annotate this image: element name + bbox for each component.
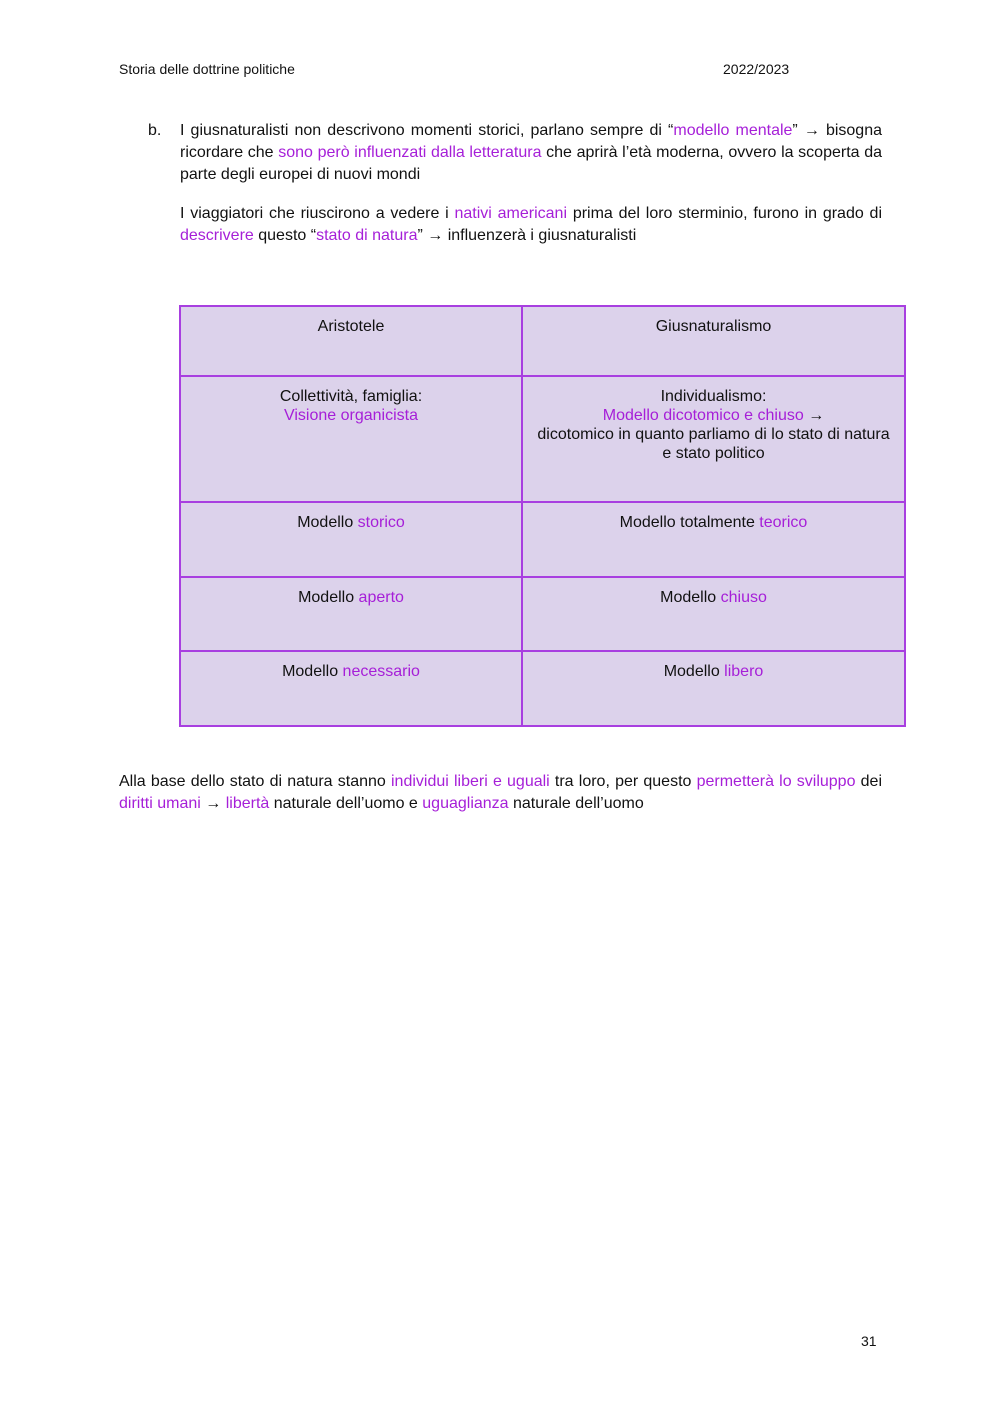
highlight-text: libero bbox=[724, 663, 764, 680]
text: Modello bbox=[298, 589, 359, 606]
table-row bbox=[180, 306, 905, 376]
text: Modello bbox=[660, 589, 721, 606]
table-row bbox=[180, 376, 905, 502]
text: Modello bbox=[297, 514, 358, 531]
cell-line: Collettività, famiglia: bbox=[279, 388, 423, 405]
highlight-text: individui liberi e uguali bbox=[390, 773, 550, 790]
highlight-text: descrivere bbox=[180, 227, 254, 244]
table-cell bbox=[180, 651, 522, 726]
highlight-text: libertà bbox=[225, 795, 270, 812]
text: naturale dell’uomo bbox=[508, 795, 644, 812]
text: questo “ bbox=[253, 227, 317, 244]
highlight-text: aperto bbox=[358, 589, 404, 606]
text: tra loro, per questo bbox=[549, 773, 697, 790]
text: dei bbox=[855, 773, 883, 790]
header-course-title: Storia delle dottrine politiche bbox=[119, 61, 295, 77]
cell-line-highlight: Visione organicista bbox=[283, 407, 418, 424]
highlight-text: stato di natura bbox=[316, 227, 418, 244]
table-cell bbox=[180, 376, 522, 502]
table-header-giusnaturalismo: Giusnaturalismo bbox=[522, 306, 905, 376]
paragraph-summary bbox=[119, 771, 882, 815]
paragraph-mental-model bbox=[180, 120, 882, 186]
highlight-text: storico bbox=[357, 514, 405, 531]
highlight-text: nativi americani bbox=[454, 205, 568, 222]
comparison-table bbox=[179, 305, 906, 727]
header-academic-year: 2022/2023 bbox=[723, 61, 790, 77]
table-row bbox=[180, 577, 905, 651]
cell-line: dicotomico in quanto parliamo di lo stato di natura e stato politico bbox=[537, 426, 890, 462]
cell-line-highlight: Modello dicotomico e chiuso bbox=[602, 407, 804, 424]
highlight-text: teorico bbox=[759, 514, 808, 531]
cell-line: Individualismo: bbox=[660, 388, 767, 405]
cell-line bbox=[537, 406, 890, 425]
highlight-text: permetterà lo sviluppo bbox=[696, 773, 856, 790]
highlight-text: diritti umani bbox=[119, 795, 201, 812]
highlight-text: chiuso bbox=[720, 589, 767, 606]
table-cell bbox=[522, 651, 905, 726]
paragraph-travelers bbox=[180, 203, 882, 247]
text: Modello bbox=[663, 663, 725, 680]
text: ” → bisogna ricordare che bbox=[180, 122, 883, 161]
highlight-text: sono però influenzati dalla letteratura bbox=[278, 144, 542, 161]
highlight-text: uguaglianza bbox=[422, 795, 509, 812]
text: I giusnaturalisti non descrivono momenti storici, parlano sempre di “ bbox=[180, 122, 674, 139]
text: Modello bbox=[282, 663, 343, 680]
table-row bbox=[180, 502, 905, 577]
text: ” → influenzerà i giusnaturalisti bbox=[417, 227, 637, 244]
page-number: 31 bbox=[861, 1333, 877, 1349]
table-cell bbox=[180, 577, 522, 651]
highlight-text: necessario bbox=[342, 663, 420, 680]
text: I viaggiatori che riuscirono a vedere i bbox=[180, 205, 455, 222]
table-cell bbox=[522, 577, 905, 651]
text: naturale dell’uomo e bbox=[269, 795, 423, 812]
text: Alla base dello stato di natura stanno bbox=[119, 773, 391, 790]
text: che aprirà l’età moderna, ovvero la scoperta da parte degli europei di nuovi mondi bbox=[180, 144, 883, 183]
table-row bbox=[180, 651, 905, 726]
arrow-text: → bbox=[803, 407, 825, 424]
highlight-text: modello mentale bbox=[673, 122, 793, 139]
list-marker: b. bbox=[148, 122, 162, 139]
text: Modello totalmente bbox=[619, 514, 760, 531]
text: → bbox=[200, 795, 226, 812]
table-cell bbox=[522, 376, 905, 502]
table-header-aristotele: Aristotele bbox=[180, 306, 522, 376]
table-cell bbox=[180, 502, 522, 577]
table-cell bbox=[522, 502, 905, 577]
text: prima del loro sterminio, furono in grado di bbox=[567, 205, 882, 222]
